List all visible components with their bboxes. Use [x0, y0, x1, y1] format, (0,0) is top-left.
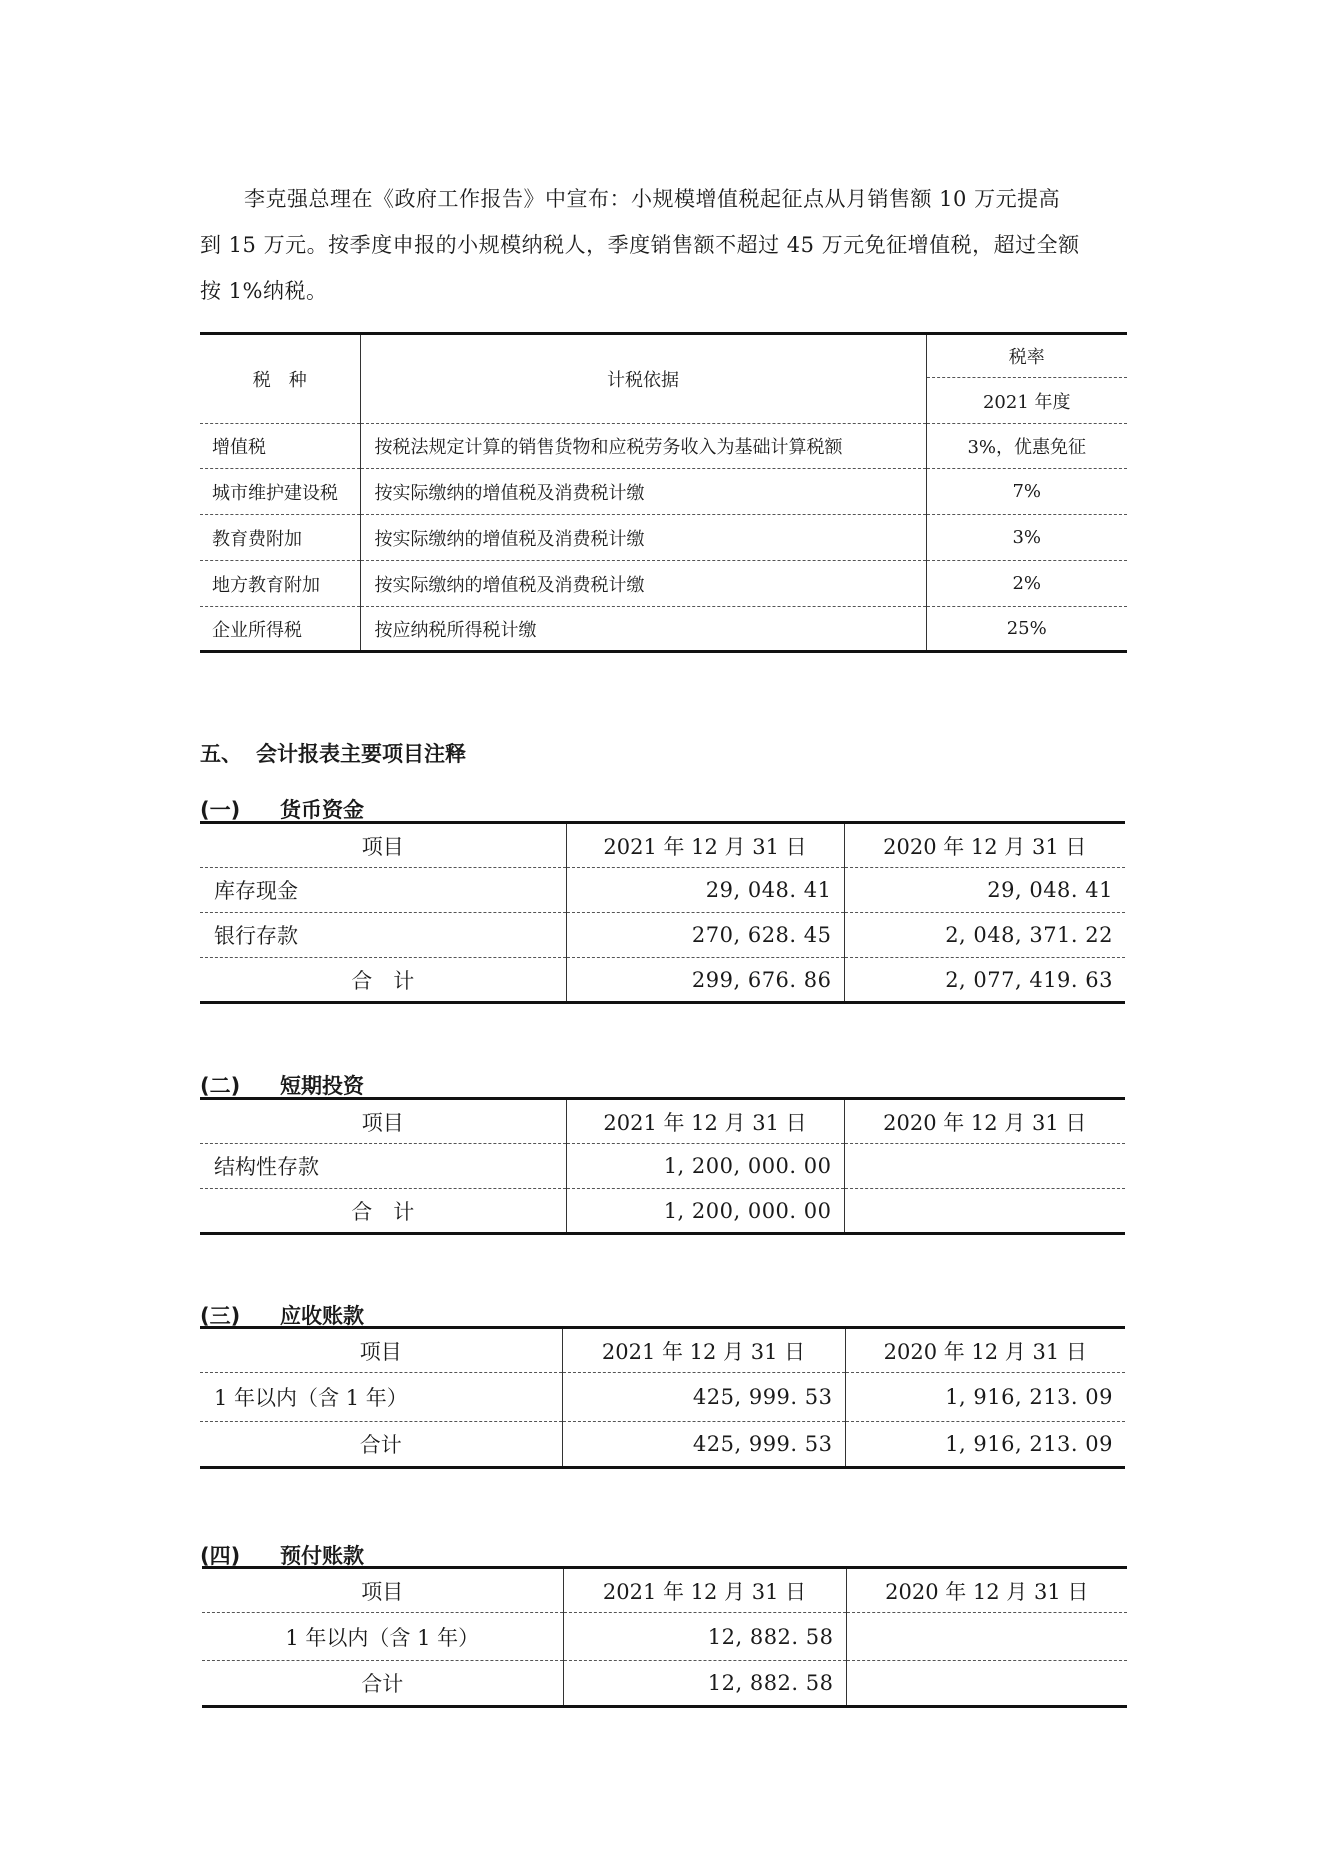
header-2021: 2021 年 12 月 31 日: [566, 823, 844, 868]
header-2020: 2020 年 12 月 31 日: [844, 1099, 1125, 1144]
header-item: 项目: [202, 1568, 563, 1613]
tax-rate: 2%: [926, 561, 1127, 607]
row-label: 银行存款: [200, 913, 566, 958]
total-2021: 425, 999. 53: [562, 1422, 845, 1468]
table-row: [200, 868, 1125, 913]
value-2021: 1, 200, 000. 00: [566, 1144, 844, 1189]
value-2021: 12, 882. 58: [563, 1613, 846, 1661]
header-2021: 2021 年 12 月 31 日: [563, 1568, 846, 1613]
total-2021: 12, 882. 58: [563, 1661, 846, 1707]
section-title: 会计报表主要项目注释: [256, 742, 466, 766]
row-label: 结构性存款: [200, 1144, 566, 1189]
total-row: [200, 1422, 1125, 1468]
table-row: [200, 1144, 1125, 1189]
header-2021: 2021 年 12 月 31 日: [566, 1099, 844, 1144]
value-2020: 1, 916, 213. 09: [845, 1373, 1125, 1422]
intro-paragraph: [200, 176, 1125, 314]
subsection-title: 货币资金: [280, 798, 364, 822]
total-2020: 2, 077, 419. 63: [844, 958, 1125, 1003]
value-2020: 2, 048, 371. 22: [844, 913, 1125, 958]
total-2021: 299, 676. 86: [566, 958, 844, 1003]
header-year: 2021 年度: [926, 378, 1127, 424]
table-row: [200, 913, 1125, 958]
intro-line-2: 到 15 万元。按季度申报的小规模纳税人，季度销售额不超过 45 万元免征增值税，超过全额: [200, 233, 1080, 257]
total-label: 合 计: [351, 968, 415, 993]
intro-line-1: 李克强总理在《政府工作报告》中宣布：小规模增值税起征点从月销售额 10 万元提高: [244, 187, 1061, 211]
value-2021: 425, 999. 53: [562, 1373, 845, 1422]
tax-type: 地方教育附加: [200, 561, 360, 607]
tax-rate: 7%: [926, 469, 1127, 515]
total-2021: 1, 200, 000. 00: [566, 1189, 844, 1234]
tax-basis: 按实际缴纳的增值税及消费税计缴: [360, 515, 926, 561]
total-label: 合计: [361, 1672, 404, 1696]
header-2020: 2020 年 12 月 31 日: [846, 1568, 1127, 1613]
subsection-number: (三): [200, 1304, 241, 1328]
tax-type: 增值税: [200, 424, 360, 469]
tax-basis: 按应纳税所得税计缴: [360, 607, 926, 652]
header-tax-rate: 税率: [926, 334, 1127, 378]
table-row: [200, 424, 1127, 469]
table-row: [200, 561, 1127, 607]
header-2020: 2020 年 12 月 31 日: [845, 1328, 1125, 1373]
total-label: 合 计: [351, 1199, 415, 1224]
tax-rate: 25%: [926, 607, 1127, 652]
accounts-receivable-table: [200, 1326, 1125, 1469]
total-2020: [844, 1189, 1125, 1234]
subsection-title: 短期投资: [280, 1074, 364, 1098]
value-2020: [844, 1144, 1125, 1189]
header-2020: 2020 年 12 月 31 日: [844, 823, 1125, 868]
tax-rate: 3%: [926, 515, 1127, 561]
value-2021: 270, 628. 45: [566, 913, 844, 958]
value-2020: [846, 1613, 1127, 1661]
section-heading: [200, 738, 466, 768]
tax-rate-table: [200, 332, 1127, 653]
tax-basis: 按实际缴纳的增值税及消费税计缴: [360, 469, 926, 515]
subsection-title: 预付账款: [280, 1544, 364, 1568]
subsection-number: (一): [200, 798, 241, 822]
tax-basis: 按税法规定计算的销售货物和应税劳务收入为基础计算税额: [360, 424, 926, 469]
total-2020: 1, 916, 213. 09: [845, 1422, 1125, 1468]
table-row: [200, 1373, 1125, 1422]
table-row: [200, 469, 1127, 515]
total-row: [200, 1189, 1125, 1234]
prepayments-table: [202, 1566, 1127, 1708]
section-number: 五、: [200, 742, 242, 766]
tax-type: 企业所得税: [212, 619, 302, 641]
intro-line-3: 按 1%纳税。: [200, 279, 328, 303]
row-label: 1 年以内（含 1 年）: [202, 1613, 563, 1661]
subsection-heading-short-term-investment: [200, 1070, 364, 1100]
table-row: [200, 515, 1127, 561]
header-item: 项目: [200, 1099, 566, 1144]
subsection-title: 应收账款: [280, 1304, 364, 1328]
total-label: 合计: [359, 1433, 402, 1457]
row-label: 1 年以内（含 1 年）: [200, 1373, 562, 1422]
subsection-number: (二): [200, 1074, 241, 1098]
tax-rate: 3%，优惠免征: [926, 424, 1127, 469]
table-row: [200, 607, 1127, 652]
subsection-heading-cash: [200, 794, 364, 824]
total-2020: [846, 1661, 1127, 1707]
header-item: 项目: [200, 823, 566, 868]
header-tax-basis: 计税依据: [360, 334, 926, 424]
value-2021: 29, 048. 41: [566, 868, 844, 913]
value-2020: 29, 048. 41: [844, 868, 1125, 913]
tax-type: 城市维护建设税: [200, 469, 360, 515]
row-label: 库存现金: [200, 868, 566, 913]
header-tax-type: 税 种: [200, 334, 360, 424]
tax-basis: 按实际缴纳的增值税及消费税计缴: [360, 561, 926, 607]
header-2021: 2021 年 12 月 31 日: [562, 1328, 845, 1373]
subsection-number: (四): [200, 1544, 241, 1568]
table-row: [202, 1613, 1127, 1661]
total-row: [202, 1661, 1127, 1707]
header-item: 项目: [200, 1328, 562, 1373]
total-row: [200, 958, 1125, 1003]
short-term-investment-table: [200, 1097, 1125, 1235]
cash-table: [200, 821, 1125, 1004]
tax-type: 教育费附加: [200, 515, 360, 561]
